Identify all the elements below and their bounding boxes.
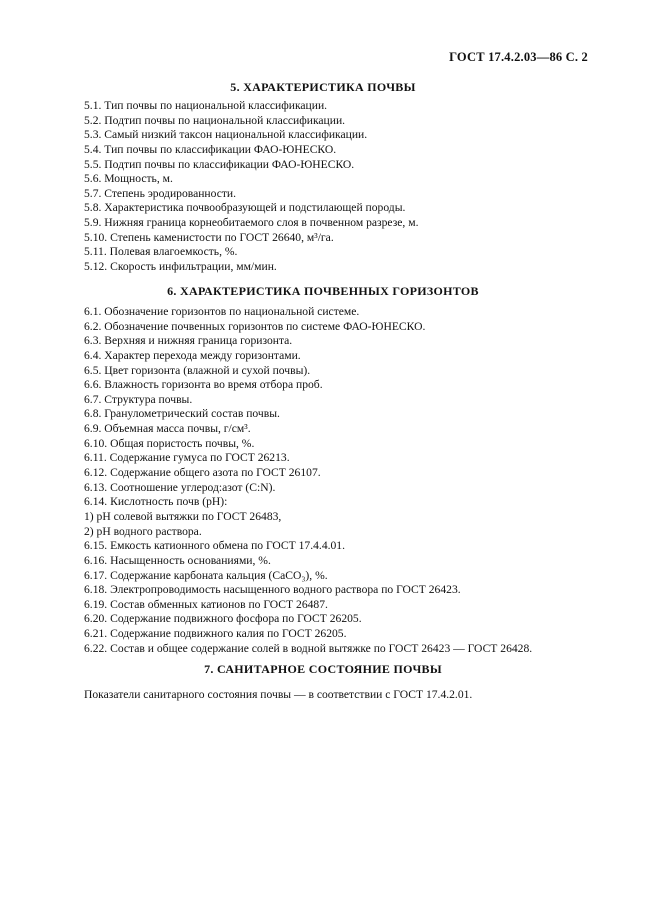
list-item: 6.13. Соотношение углерод:азот (C:N). [84,480,276,494]
list-item: 6.16. Насыщенность основаниями, %. [84,553,271,567]
list-item: 5.3. Самый низкий таксон национальной классификации. [84,128,368,142]
list-item: 6.2. Обозначение почвенных горизонтов по системе ФАО-ЮНЕСКО. [84,319,426,333]
list-item: 6.14. Кислотность почв (pH): [84,495,228,509]
list-item: 5.1. Тип почвы по национальной классификации. [84,99,328,112]
list-item: 6.17. Содержание карбоната кальция (CaCO₃), %. [84,568,328,582]
list-item: 5.11. Полевая влагоемкость, %. [84,245,238,259]
list-item: 5.7. Степень эродированности. [84,186,237,200]
list-item: 6.11. Содержание гумуса по ГОСТ 26213. [84,451,290,465]
list-item: 6.22. Состав и общее содержание солей в водной вытяжке по ГОСТ 26423 — ГОСТ 26428. [84,641,533,655]
section-5-heading: 5. ХАРАКТЕРИСТИКА ПОЧВЫ [230,80,416,94]
section-7-heading: 7. САНИТАРНОЕ СОСТОЯНИЕ ПОЧВЫ [204,662,442,676]
list-item: 6.1. Обозначение горизонтов по национальной системе. [84,305,360,318]
list-item: 6.3. Верхняя и нижняя граница горизонта. [84,334,293,348]
section-5-list [84,99,418,275]
list-item: 6.12. Содержание общего азота по ГОСТ 26107. [84,466,321,480]
list-item: 6.4. Характер перехода между горизонтами. [84,348,301,362]
list-item: 6.21. Содержание подвижного калия по ГОСТ 26205. [84,627,347,641]
list-item: 6.7. Структура почвы. [84,392,193,406]
list-item: 5.6. Мощность, м. [84,172,173,186]
list-item: 5.9. Нижняя граница корнеобитаемого слоя в почвенном разрезе, м. [84,216,419,230]
list-item: 1) pH солевой вытяжки по ГОСТ 26483, [84,509,282,523]
section-7-paragraph: Показатели санитарного состояния почвы — в соответствии с ГОСТ 17.4.2.01. [84,688,473,701]
list-item: 5.2. Подтип почвы по национальной классификации. [84,113,346,127]
list-item: 5.10. Степень каменистости по ГОСТ 26640, м³/га. [84,230,334,244]
list-item: 5.4. Тип почвы по классификации ФАО-ЮНЕСКО. [84,142,337,156]
list-item: 6.10. Общая пористость почвы, %. [84,436,255,450]
list-item: 6.18. Электропроводимость насыщенного водного раствора по ГОСТ 26423. [84,583,461,597]
list-item: 2) pH водного раствора. [84,524,202,538]
list-item: 6.20. Содержание подвижного фосфора по ГОСТ 26205. [84,612,362,626]
list-item: 6.9. Объемная масса почвы, г/см³. [84,422,251,436]
list-item: 6.15. Емкость катионного обмена по ГОСТ 17.4.4.01. [84,539,346,553]
list-item: 5.12. Скорость инфильтрации, мм/мин. [84,260,277,274]
page-header: ГОСТ 17.4.2.03—86 С. 2 [449,50,588,64]
section-6-list [84,305,532,656]
list-item: 6.6. Влажность горизонта во время отбора проб. [84,378,323,392]
list-item: 5.8. Характеристика почвообразующей и подстилающей породы. [84,201,406,215]
list-item: 6.19. Состав обменных катионов по ГОСТ 26487. [84,597,328,611]
list-item: 6.8. Гранулометрический состав почвы. [84,407,280,421]
list-item: 5.5. Подтип почвы по классификации ФАО-ЮНЕСКО. [84,157,355,171]
section-6-heading: 6. ХАРАКТЕРИСТИКА ПОЧВЕННЫХ ГОРИЗОНТОВ [167,284,479,298]
list-item: 6.5. Цвет горизонта (влажной и сухой почвы). [84,363,311,377]
